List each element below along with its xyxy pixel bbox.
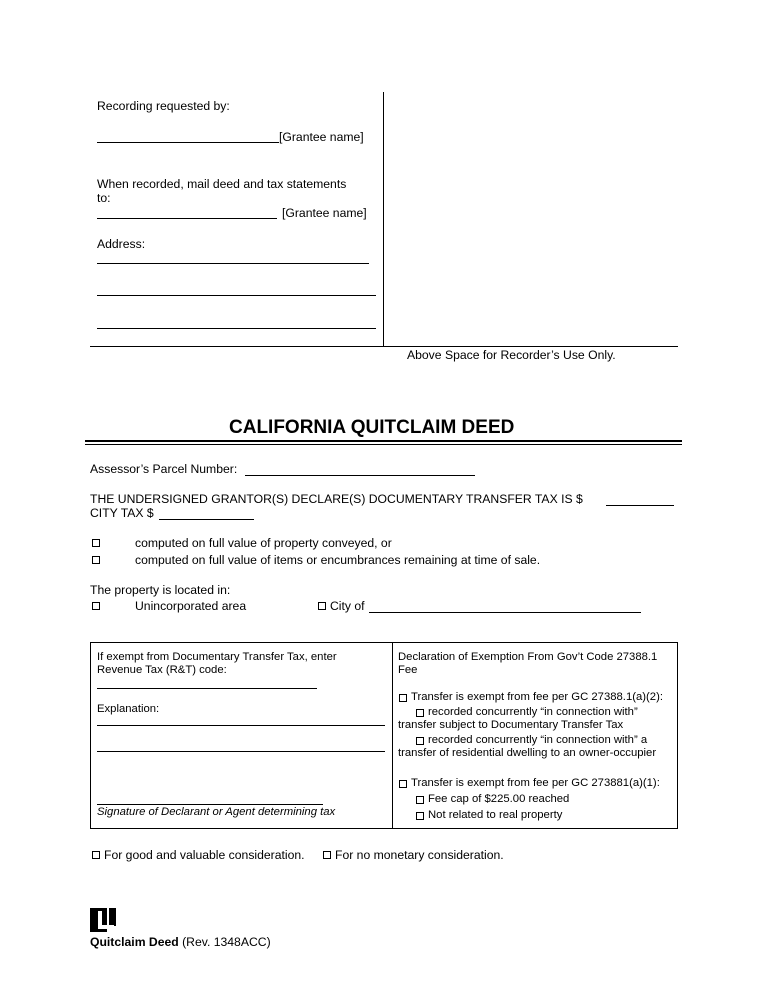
footer-brand: Quitclaim Deed bbox=[90, 935, 179, 949]
unincorporated-label: Unincorporated area bbox=[135, 599, 247, 613]
checkbox-unincorporated[interactable] bbox=[92, 602, 100, 610]
exempt-right-line1: Declaration of Exemption From Gov’t Code 27388.1 bbox=[398, 651, 658, 663]
city-tax-label: CITY TAX $ bbox=[90, 506, 154, 520]
option-full-value-property: computed on full value of property conveyed, or bbox=[135, 536, 392, 550]
checkbox-no-consideration[interactable] bbox=[323, 851, 331, 859]
explanation-line-1[interactable] bbox=[97, 725, 385, 726]
mail-to-label-line2: to: bbox=[97, 191, 111, 205]
recording-requested-label: Recording requested by: bbox=[97, 99, 230, 113]
signature-label: Signature of Declarant or Agent determining tax bbox=[97, 806, 336, 818]
checkbox-city[interactable] bbox=[318, 602, 326, 610]
checkbox-good-consideration[interactable] bbox=[92, 851, 100, 859]
location-label: The property is located in: bbox=[90, 583, 231, 597]
title-rule-top bbox=[85, 440, 682, 442]
fee-a2-option1-label: recorded concurrently “in connection with” bbox=[428, 706, 638, 718]
address-label: Address: bbox=[97, 237, 146, 251]
city-tax-line[interactable] bbox=[159, 519, 254, 520]
page-title: CALIFORNIA QUITCLAIM DEED bbox=[229, 417, 515, 438]
fee-exempt-a2-label: Transfer is exempt from fee per GC 27388.1(a)(2): bbox=[411, 691, 663, 703]
address-line-3 bbox=[97, 328, 376, 329]
recorder-use-note: Above Space for Recorder’s Use Only. bbox=[407, 348, 616, 362]
grantee-name-line-2 bbox=[97, 218, 277, 219]
footer-revision: (Rev. 1348ACC) bbox=[182, 935, 271, 949]
no-consideration-label: For no monetary consideration. bbox=[335, 848, 504, 862]
checkbox-not-real-property[interactable] bbox=[416, 812, 424, 820]
fee-exempt-a1-label: Transfer is exempt from fee per GC 273881(a)(1): bbox=[411, 777, 660, 789]
apn-line[interactable] bbox=[245, 475, 475, 476]
option-full-value-encumbrances: computed on full value of items or encumbrances remaining at time of sale. bbox=[135, 553, 541, 567]
exemption-box-divider bbox=[392, 642, 393, 829]
transfer-tax-line[interactable] bbox=[606, 505, 674, 506]
fee-a2-option2-label: recorded concurrently “in connection with” a bbox=[428, 734, 648, 746]
recorder-space-bottom-line bbox=[90, 346, 678, 347]
apn-label: Assessor’s Parcel Number: bbox=[90, 462, 238, 476]
fee-a2-option2-label-cont: transfer of residential dwelling to an owner-occupier bbox=[398, 747, 657, 759]
good-consideration-label: For good and valuable consideration. bbox=[104, 848, 305, 862]
grantee-name-placeholder-2: [Grantee name] bbox=[282, 206, 367, 220]
footer-document-name bbox=[90, 935, 271, 949]
exempt-right-line2: Fee bbox=[398, 664, 418, 676]
city-of-label: City of bbox=[330, 599, 365, 613]
city-line[interactable] bbox=[369, 612, 641, 613]
grantee-name-line-1 bbox=[97, 142, 279, 143]
explanation-label: Explanation: bbox=[97, 703, 160, 715]
checkbox-fee-a2-option1[interactable] bbox=[416, 709, 424, 717]
fee-a2-option1-label-cont: transfer subject to Documentary Transfer Tax bbox=[398, 719, 624, 731]
mail-to-label-line1: When recorded, mail deed and tax statements bbox=[97, 177, 347, 191]
checkbox-full-value-property[interactable] bbox=[92, 539, 100, 547]
explanation-line-2[interactable] bbox=[97, 751, 385, 752]
exempt-left-line1: If exempt from Documentary Transfer Tax, enter bbox=[97, 651, 337, 663]
checkbox-fee-a2-option2[interactable] bbox=[416, 737, 424, 745]
recorder-space-divider bbox=[383, 92, 384, 346]
brand-logo-icon bbox=[90, 908, 116, 932]
not-real-property-label: Not related to real property bbox=[428, 809, 563, 821]
checkbox-fee-exempt-a1[interactable] bbox=[399, 780, 407, 788]
grantee-name-placeholder-1: [Grantee name] bbox=[279, 130, 364, 144]
checkbox-fee-cap[interactable] bbox=[416, 796, 424, 804]
exempt-left-line2: Revenue Tax (R&T) code: bbox=[97, 664, 227, 676]
checkbox-full-value-encumbrances[interactable] bbox=[92, 556, 100, 564]
fee-cap-label: Fee cap of $225.00 reached bbox=[428, 793, 570, 805]
checkbox-fee-exempt-a2[interactable] bbox=[399, 694, 407, 702]
signature-line[interactable] bbox=[97, 804, 323, 805]
title-rule-bottom bbox=[85, 444, 682, 445]
address-line-1 bbox=[97, 263, 369, 264]
address-line-2 bbox=[97, 295, 376, 296]
transfer-tax-label: THE UNDERSIGNED GRANTOR(S) DECLARE(S) DOCUMENTARY TRANSFER TAX IS $ bbox=[90, 492, 583, 506]
rt-code-line[interactable] bbox=[97, 688, 317, 689]
